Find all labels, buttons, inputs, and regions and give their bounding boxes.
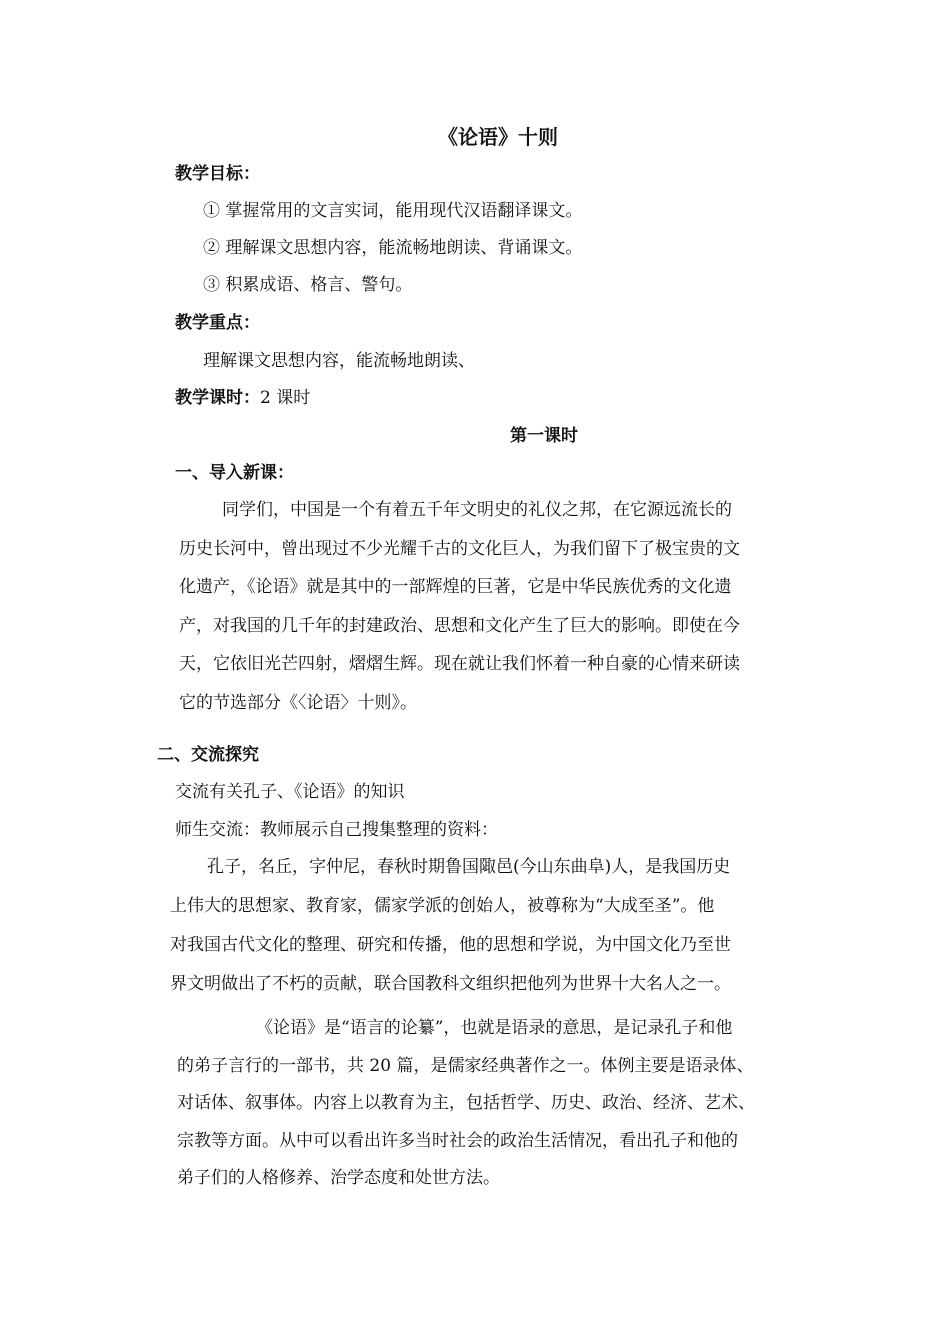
paragraph-line: 它的节选部分《〈论语〉十则》。: [179, 692, 417, 713]
paragraph-line: 宗教等方面。从中可以看出许多当时社会的政治生活情况，看出孔子和他的: [177, 1130, 738, 1151]
hours-line: [175, 387, 310, 409]
section2-line: 师生交流：教师展示自己搜集整理的资料：: [175, 820, 498, 840]
hours-label: 教学课时：: [175, 388, 260, 408]
analects-paragraph: [177, 1010, 755, 1198]
page-title: 《论语》十则: [438, 125, 558, 149]
intro-paragraph: [179, 491, 740, 722]
paragraph-line: 产，对我国的几千年的封建政治、思想和文化产生了巨大的影响。即使在今: [179, 615, 740, 636]
paragraph-line: 对话体、叙事体。内容上以教育为主，包括哲学、历史、政治、经济、艺术、: [177, 1093, 755, 1113]
paragraph-line: 化遗产，《论语》就是其中的一部辉煌的巨著，它是中华民族优秀的文化遗: [179, 577, 732, 597]
objective-item: ① 掌握常用的文言实词，能用现代汉语翻译课文。: [203, 201, 583, 221]
paragraph-line: 界文明做出了不朽的贡献，联合国教科文组织把他列为世界十大名人之一。: [170, 974, 731, 994]
paragraph-line: 弟子们的人格修养、治学态度和处世方法。: [177, 1168, 500, 1188]
section1-heading: 一、导入新课：: [175, 463, 294, 483]
section2-heading: 二、交流探究: [157, 745, 259, 765]
objective-item: ③ 积累成语、格言、警句。: [203, 275, 413, 295]
paragraph-line: 的弟子言行的一部书，共 20 篇，是儒家经典著作之一。体例主要是语录体、: [177, 1055, 754, 1076]
paragraph-line: 孔子，名丘，字仲尼，春秋时期鲁国陬邑(今山东曲阜)人，是我国历史: [207, 857, 731, 877]
hours-value: 2 课时: [260, 388, 311, 408]
confucius-paragraph: [170, 848, 731, 1004]
paragraph-line: 历史长河中，曾出现过不少光耀千古的文化巨人，为我们留下了极宝贵的文: [179, 538, 740, 559]
paragraph-line: 《论语》是“语言的论纂”，也就是语录的意思，是记录孔子和他: [256, 1018, 733, 1038]
paragraph-line: 天，它依旧光芒四射，熠熠生辉。现在就让我们怀着一种自豪的心情来研读: [179, 654, 740, 674]
paragraph-line: 同学们，中国是一个有着五千年文明史的礼仪之邦，在它源远流长的: [222, 500, 732, 520]
paragraph-line: 对我国古代文化的整理、研究和传播，他的思想和学说，为中国文化乃至世: [170, 935, 731, 955]
focus-text: 理解课文思想内容，能流畅地朗读、: [203, 351, 475, 371]
objective-item: ② 理解课文思想内容，能流畅地朗读、背诵课文。: [203, 238, 583, 258]
objectives-heading: 教学目标：: [175, 164, 260, 184]
section2-line: 交流有关孔子、《论语》的知识: [175, 782, 405, 802]
focus-heading: 教学重点：: [175, 313, 260, 333]
lesson1-heading: 第一课时: [510, 426, 578, 446]
paragraph-line: 上伟大的思想家、教育家，儒家学派的创始人，被尊称为“大成至圣”。他: [170, 896, 715, 916]
